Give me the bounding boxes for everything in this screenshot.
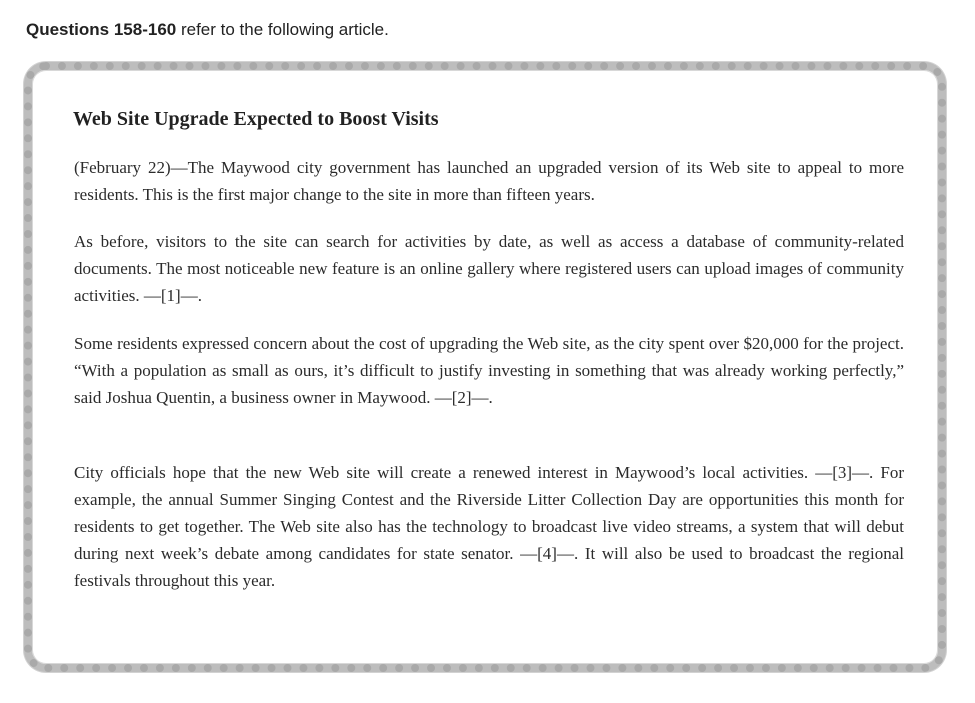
- article-paragraph-3: Some residents expressed concern about the cost of upgrading the Web site, as the city spent over $20,000 for the project. “With a population as small as ours, it’s difficult to justify investing in something that was already working perfectly,” said Joshua Quentin, a business owner in Maywood. —[2]—.: [74, 334, 904, 407]
- article-paragraph-4: City officials hope that the new Web site will create a renewed interest in Maywood’s local activities. —[3]—. For example, the annual Summer Singing Contest and the Riverside Litter Collection Day are opportunities this month for residents to get together. The Web site also has the technology to broadcast live video streams, a system that will debut during next week’s debate among candidates for state senator. —[4]—. It will also be used to broadcast the regional festivals throughout this year.: [74, 463, 904, 590]
- article-paragraph-1: (February 22)—The Maywood city government has launched an upgraded version of its Web site to appeal to more residents. This is the first major change to the site in more than fifteen years.: [74, 158, 904, 204]
- questions-range: Questions 158-160: [26, 20, 177, 39]
- questions-header: [26, 20, 389, 40]
- article-title: Web Site Upgrade Expected to Boost Visits: [73, 108, 439, 130]
- questions-instruction: refer to the following article.: [176, 20, 389, 39]
- article-paragraph-2: As before, visitors to the site can search for activities by date, as well as access a database of community-related documents. The most noticeable new feature is an online gallery where registered users can upload images of community activities. —[1]—.: [74, 232, 904, 305]
